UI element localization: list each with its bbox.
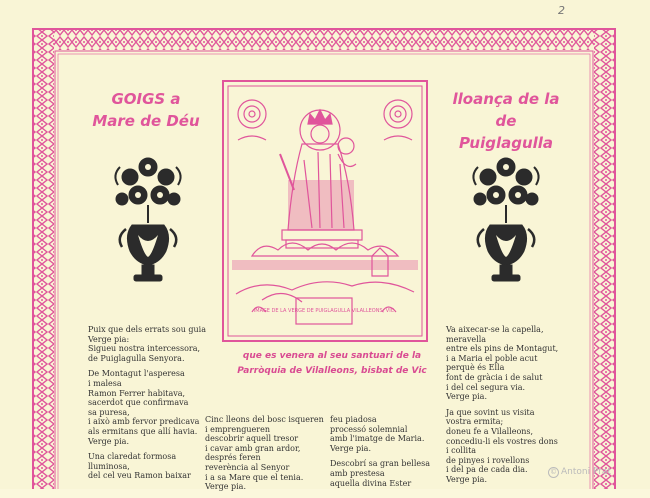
watermark-text: Antoni Prat bbox=[561, 467, 611, 477]
watermark bbox=[548, 467, 611, 478]
flower-vase-left-icon bbox=[108, 155, 188, 295]
heading-left bbox=[88, 88, 204, 132]
verse-column-d bbox=[446, 325, 576, 491]
heading-left-line2: Mare de Déu bbox=[92, 112, 200, 130]
subtitle-line2: Parròquia de Vilalleons, bisbat de Vic bbox=[237, 366, 427, 376]
verse-a3: Una claredat formosa lluminosa, del cel veu Ramon baixar bbox=[88, 452, 191, 481]
copyright-icon: © bbox=[550, 468, 557, 476]
heading-right-line1: lloança de la bbox=[452, 90, 560, 108]
verse-d2: Ja que sovint us visita vostra ermita; doneu fe a Vilalleons, concediu-li els vostres dons i collita de pinyes i rovellons i del pa de cada dia. Verge pia. bbox=[446, 407, 558, 484]
flower-vase-right-icon bbox=[466, 155, 546, 295]
verse-c1: feu piadosa processó solemnial amb l'imatge de Maria. Verge pia. bbox=[330, 415, 425, 453]
verse-column-b bbox=[205, 415, 325, 498]
verse-column-c bbox=[330, 415, 448, 494]
verse-b1: Cinc lleons del bosc isqueren i emprengueren descobrir aquell tresor i cavar amb gran ardor, després feren reverència al Senyor i a sa Mare que el tenia. Verge pia. bbox=[205, 415, 324, 492]
heading-left-line1: GOIGS a bbox=[111, 90, 181, 108]
heading-right bbox=[446, 88, 566, 154]
verse-d1: Va aixecar-se la capella, meravella entre els pins de Montagut, i a Maria el poble acut perquè és Ella font de gràcia i de salut i del cel segura via. Verge pia. bbox=[446, 325, 559, 402]
pencil-page-number: 2 bbox=[558, 4, 565, 17]
heading-right-line2: de Puiglagulla bbox=[458, 112, 554, 152]
verse-a2: De Montagut l'asperesa i malesa Ramon Ferrer habitava, sacerdot que confirmava sa puresa, i això amb fervor predicava als ermitans que allí havia. Verge pia. bbox=[88, 369, 200, 446]
verse-a1: Puix que dels errats sou guia Verge pia: Sigueu nostra intercessora, de Puiglagulla Senyora. bbox=[88, 325, 206, 363]
subtitle-line1: que es venera al seu santuari de la bbox=[242, 351, 422, 361]
verse-column-a bbox=[88, 325, 216, 487]
madonna-woodcut-image bbox=[222, 80, 428, 342]
verse-c2: Descobrí sa gran bellesa amb prestesa aquella divina Ester bbox=[330, 459, 431, 488]
woodcut-caption: IMAGE DE LA VERGE DE PUIGLAGULLA VILALLEONS, VIC bbox=[253, 308, 395, 314]
